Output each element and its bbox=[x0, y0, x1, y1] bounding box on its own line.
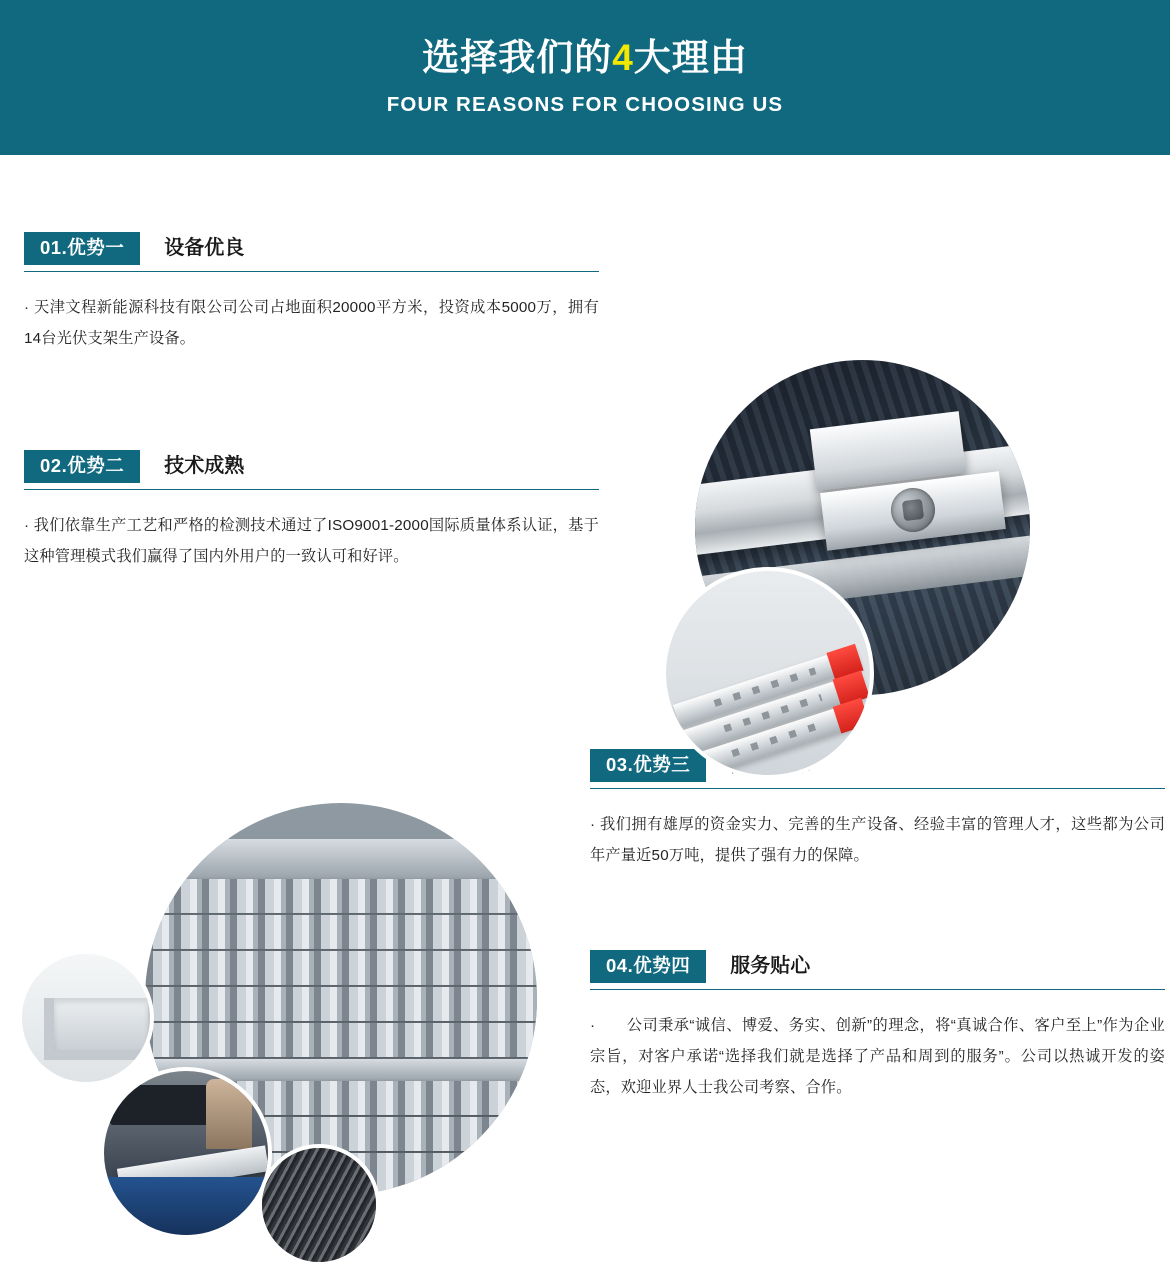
rollforming-machine-photo bbox=[100, 1067, 272, 1239]
reason-4-tag: 04.优势四 bbox=[590, 950, 706, 984]
reason-2-title: 技术成熟 bbox=[164, 455, 245, 477]
reason-1-body: · 天津文程新能源科技有限公司公司占地面积20000平方米，投资成本5000万，拥有14台光伏支架生产设备。 bbox=[24, 299, 599, 347]
machine-base-shape bbox=[104, 1177, 268, 1235]
reason-block-1 bbox=[24, 225, 599, 355]
reason-2-body: · 我们依靠生产工艺和严格的检测技术通过了ISO9001-2000国际质量体系认证，基于这种管理模式我们赢得了国内外用户的一致认可和好评。 bbox=[24, 517, 599, 565]
coil-texture bbox=[262, 1148, 376, 1262]
reason-4-body: · 公司秉承“诚信、博爱、务实、创新”的理念，将“真诚合作、客户至上”作为企业宗旨，对客户承诺“选择我们就是选择了产品和周到的服务”。公司以热诚开发的姿态，欢迎业界人士我公司考察、合作。 bbox=[590, 1017, 1165, 1096]
content-area bbox=[0, 155, 1170, 1200]
reason-block-4 bbox=[590, 943, 1165, 1104]
stack-row-4 bbox=[145, 987, 537, 1021]
reason-1-divider bbox=[24, 271, 599, 272]
reason-2-header bbox=[24, 443, 599, 483]
reason-3-body: · 我们拥有雄厚的资金实力、完善的生产设备、经验丰富的管理人才，这些都为公司年产量近50万吨，提供了强有力的保障。 bbox=[590, 816, 1165, 864]
page-header-banner bbox=[0, 0, 1170, 155]
c-channel-profile-photo bbox=[18, 950, 154, 1086]
stack-row-5 bbox=[145, 1023, 537, 1057]
reason-3-header bbox=[590, 742, 1165, 782]
page-title-prefix: 选择我们的 bbox=[422, 37, 613, 79]
machine-body-shape bbox=[110, 1085, 214, 1125]
red-capped-rails-photo bbox=[662, 567, 874, 779]
page-title-suffix: 大理由 bbox=[633, 37, 748, 79]
reason-2-divider bbox=[24, 489, 599, 490]
operator-shape bbox=[206, 1079, 252, 1149]
reason-4-header bbox=[590, 943, 1165, 983]
stack-row-2 bbox=[145, 915, 537, 949]
stack-row-1 bbox=[145, 879, 537, 913]
reason-3-divider bbox=[590, 788, 1165, 789]
steel-coil-bundle-photo bbox=[258, 1144, 380, 1266]
reason-1-title: 设备优良 bbox=[164, 237, 245, 259]
reason-2-tag: 02.优势二 bbox=[24, 450, 140, 484]
reason-4-title: 服务贴心 bbox=[730, 955, 811, 977]
page-subtitle: FOUR REASONS FOR CHOOSING US bbox=[386, 92, 784, 116]
reason-1-tag: 01.优势一 bbox=[24, 232, 140, 266]
reason-4-divider bbox=[590, 989, 1165, 990]
reason-block-2 bbox=[24, 443, 599, 573]
reason-block-3 bbox=[590, 742, 1165, 872]
stack-top-face bbox=[145, 839, 537, 879]
c-channel-shape bbox=[44, 998, 154, 1060]
page-title bbox=[422, 38, 748, 79]
reason-1-header bbox=[24, 225, 599, 265]
reason-3-tag: 03.优势三 bbox=[590, 749, 706, 783]
page-title-highlight: 4 bbox=[612, 37, 634, 79]
stack-row-3 bbox=[145, 951, 537, 985]
